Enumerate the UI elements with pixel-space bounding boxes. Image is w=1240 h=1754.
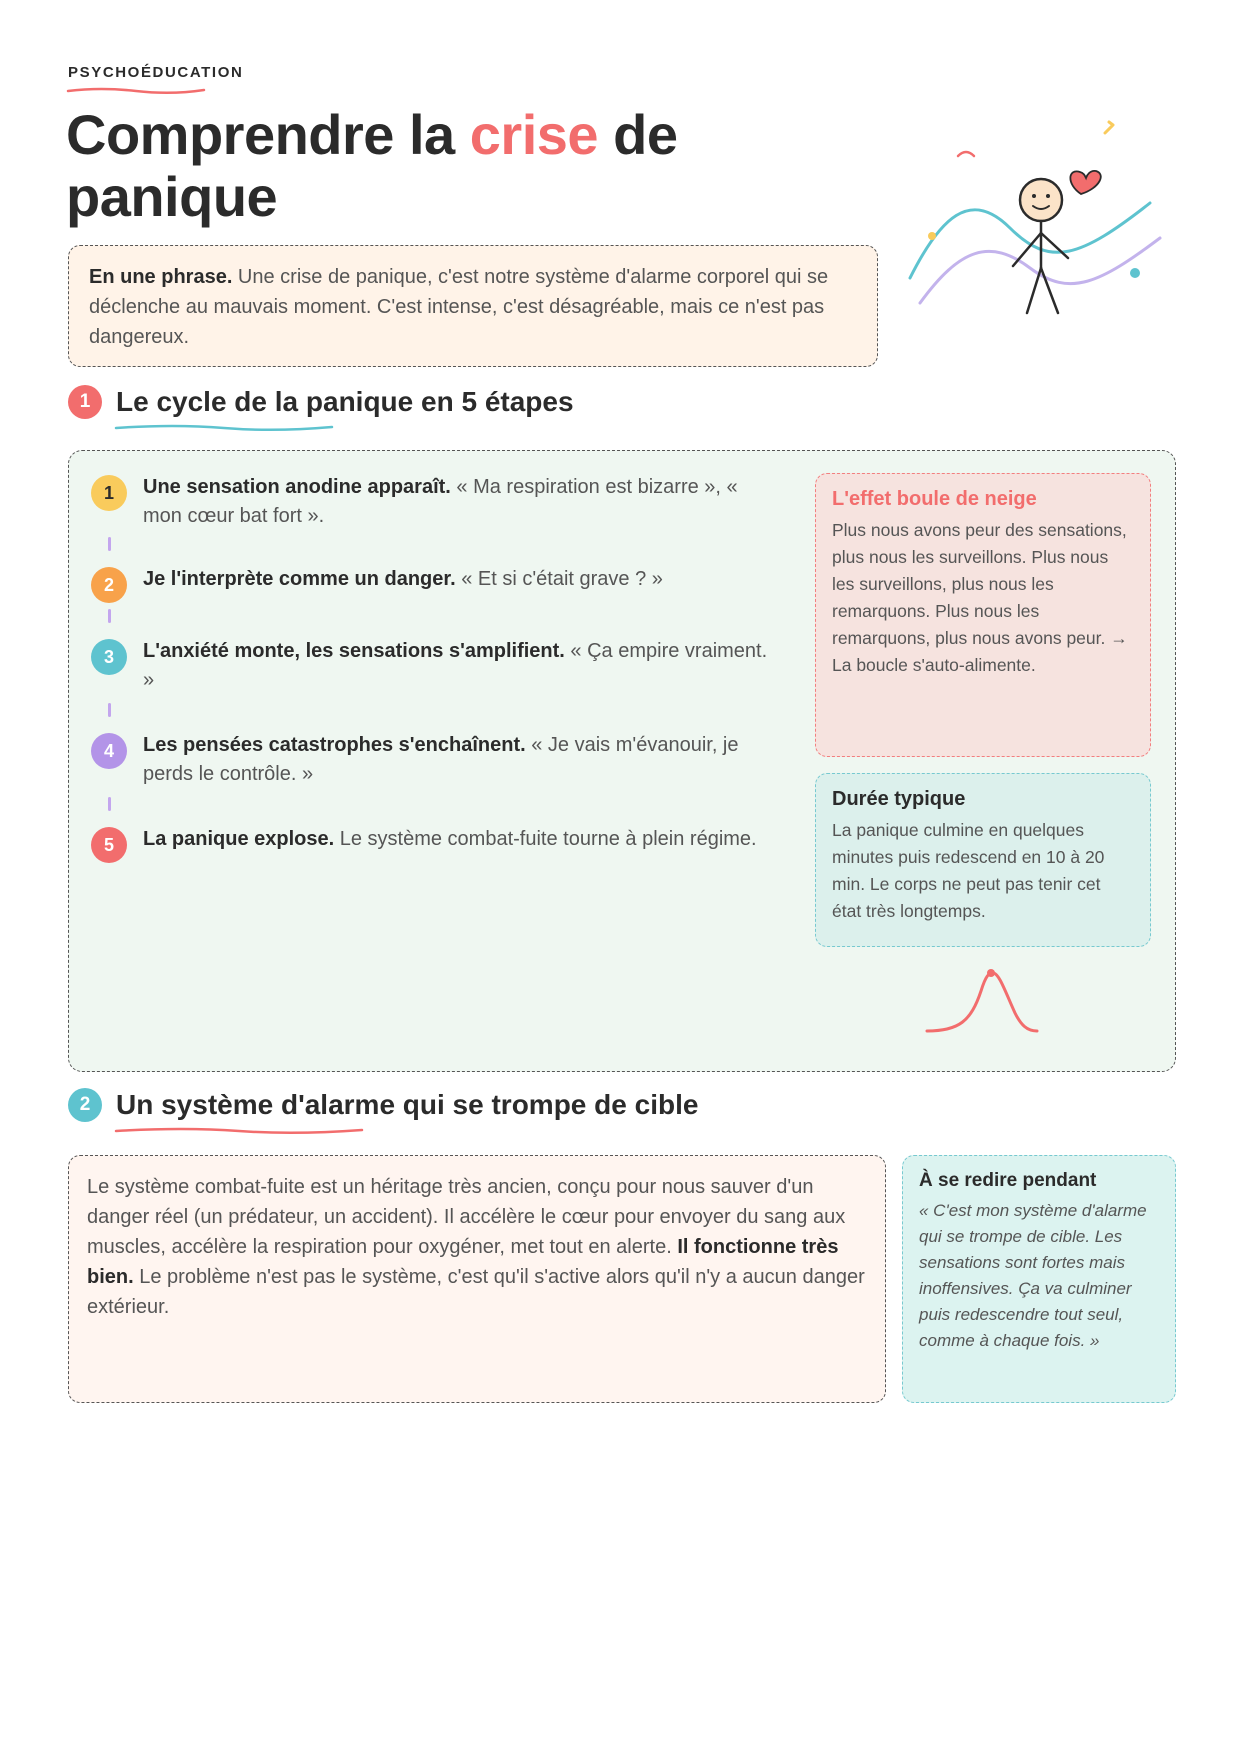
step-connector: [108, 703, 111, 717]
step-text: [143, 637, 771, 695]
cycle-step: [91, 731, 771, 789]
duration-card: [815, 773, 1151, 947]
step-number: 4: [91, 733, 127, 769]
title-highlight: crise: [469, 103, 599, 166]
stick-figure-illustration: [900, 108, 1170, 318]
summary-text: Une crise de panique, c'est notre système d'alarme corporel qui se déclenche au mauvais moment. C'est intense, c'est désagréable, mais ce n'est pas dangereux.: [89, 266, 829, 348]
step-detail: « Je vais m'évanouir, je perds le contrôle. »: [143, 734, 739, 785]
step-connector: [108, 797, 111, 811]
step-text: [143, 825, 757, 863]
step-text: [143, 565, 663, 603]
step-connector: [108, 609, 111, 623]
section-2-title: Un système d'alarme qui se trompe de cible: [116, 1089, 699, 1120]
duration-body: La panique culmine en quelques minutes puis redescend en 10 à 20 min. Le corps ne peut pas tenir cet état très longtemps.: [832, 820, 1105, 921]
panic-cycle-panel: [68, 450, 1176, 1072]
alarm-body-2: Le problème n'est pas le système, c'est qu'il s'active alors qu'il n'y a aucun danger extérieur.: [87, 1266, 865, 1318]
step-lead: La panique explose.: [143, 828, 335, 850]
section-1-header: [68, 385, 574, 419]
step-detail: Le système combat-fuite tourne à plein régime.: [334, 828, 757, 850]
eyebrow-underline: [66, 86, 206, 96]
step-lead: Les pensées catastrophes s'enchaînent.: [143, 734, 526, 756]
reminder-title: À se redire pendant: [919, 1170, 1097, 1191]
step-connector: [108, 537, 111, 551]
step-detail: « Ça empire vraiment. »: [143, 640, 768, 691]
alarm-system-box: [68, 1155, 886, 1403]
step-detail: « Et si c'était grave ? »: [455, 568, 663, 590]
alarm-body-1: Le système combat-fuite est un héritage très ancien, conçu pour nous sauver d'un danger réel (un prédateur, un accident). Il accélère le cœur pour envoyer du sang aux muscles, accélère la respiration pour oxygéner, met tout en alerte.: [87, 1176, 846, 1258]
section-2-number: 2: [68, 1088, 102, 1122]
section-1-title: Le cycle de la panique en 5 étapes: [116, 386, 574, 417]
cycle-step: [91, 565, 771, 603]
step-text: [143, 473, 771, 531]
reminder-card: [902, 1155, 1176, 1403]
step-number: 3: [91, 639, 127, 675]
step-lead: Je l'interprète comme un danger.: [143, 568, 456, 590]
title-part-1: Comprendre la: [66, 103, 470, 166]
snowball-body: Plus nous avons peur des sensations, plus nous les surveillons. Plus nous les surveillons, plus nous les remarquons. Plus nous les remarquons, plus nous avons peur. → La boucle s'auto-alimente.: [832, 520, 1128, 675]
panic-curve-icon: [919, 961, 1049, 1041]
cycle-step: [91, 473, 771, 531]
summary-lead: En une phrase.: [89, 266, 233, 288]
step-number: 1: [91, 475, 127, 511]
section-2-header: [68, 1088, 698, 1122]
step-number: 5: [91, 827, 127, 863]
eyebrow-label: PSYCHOÉDUCATION: [68, 64, 244, 81]
snowball-title: L'effet boule de neige: [832, 488, 1037, 510]
snowball-effect-card: [815, 473, 1151, 757]
step-number: 2: [91, 567, 127, 603]
section-2-underline: [114, 1126, 364, 1136]
cycle-step: [91, 825, 771, 863]
reminder-body: « C'est mon système d'alarme qui se trompe de cible. Les sensations sont fortes mais inoffensives. Ça va culminer puis redescendre tout seul, comme à chaque fois. »: [919, 1201, 1147, 1350]
step-lead: Une sensation anodine apparaît.: [143, 476, 451, 498]
summary-box: [68, 245, 878, 367]
duration-title: Durée typique: [832, 788, 966, 810]
section-1-underline: [114, 423, 334, 433]
cycle-step: [91, 637, 771, 695]
alarm-body-bold: Il fonctionne très bien.: [87, 1236, 839, 1288]
step-text: [143, 731, 771, 789]
step-detail: « Ma respiration est bizarre », « mon cœur bat fort ».: [143, 476, 738, 527]
step-lead: L'anxiété monte, les sensations s'amplifient.: [143, 640, 565, 662]
page-title: [66, 104, 826, 228]
title-part-2: de panique: [66, 103, 678, 228]
section-1-number: 1: [68, 385, 102, 419]
